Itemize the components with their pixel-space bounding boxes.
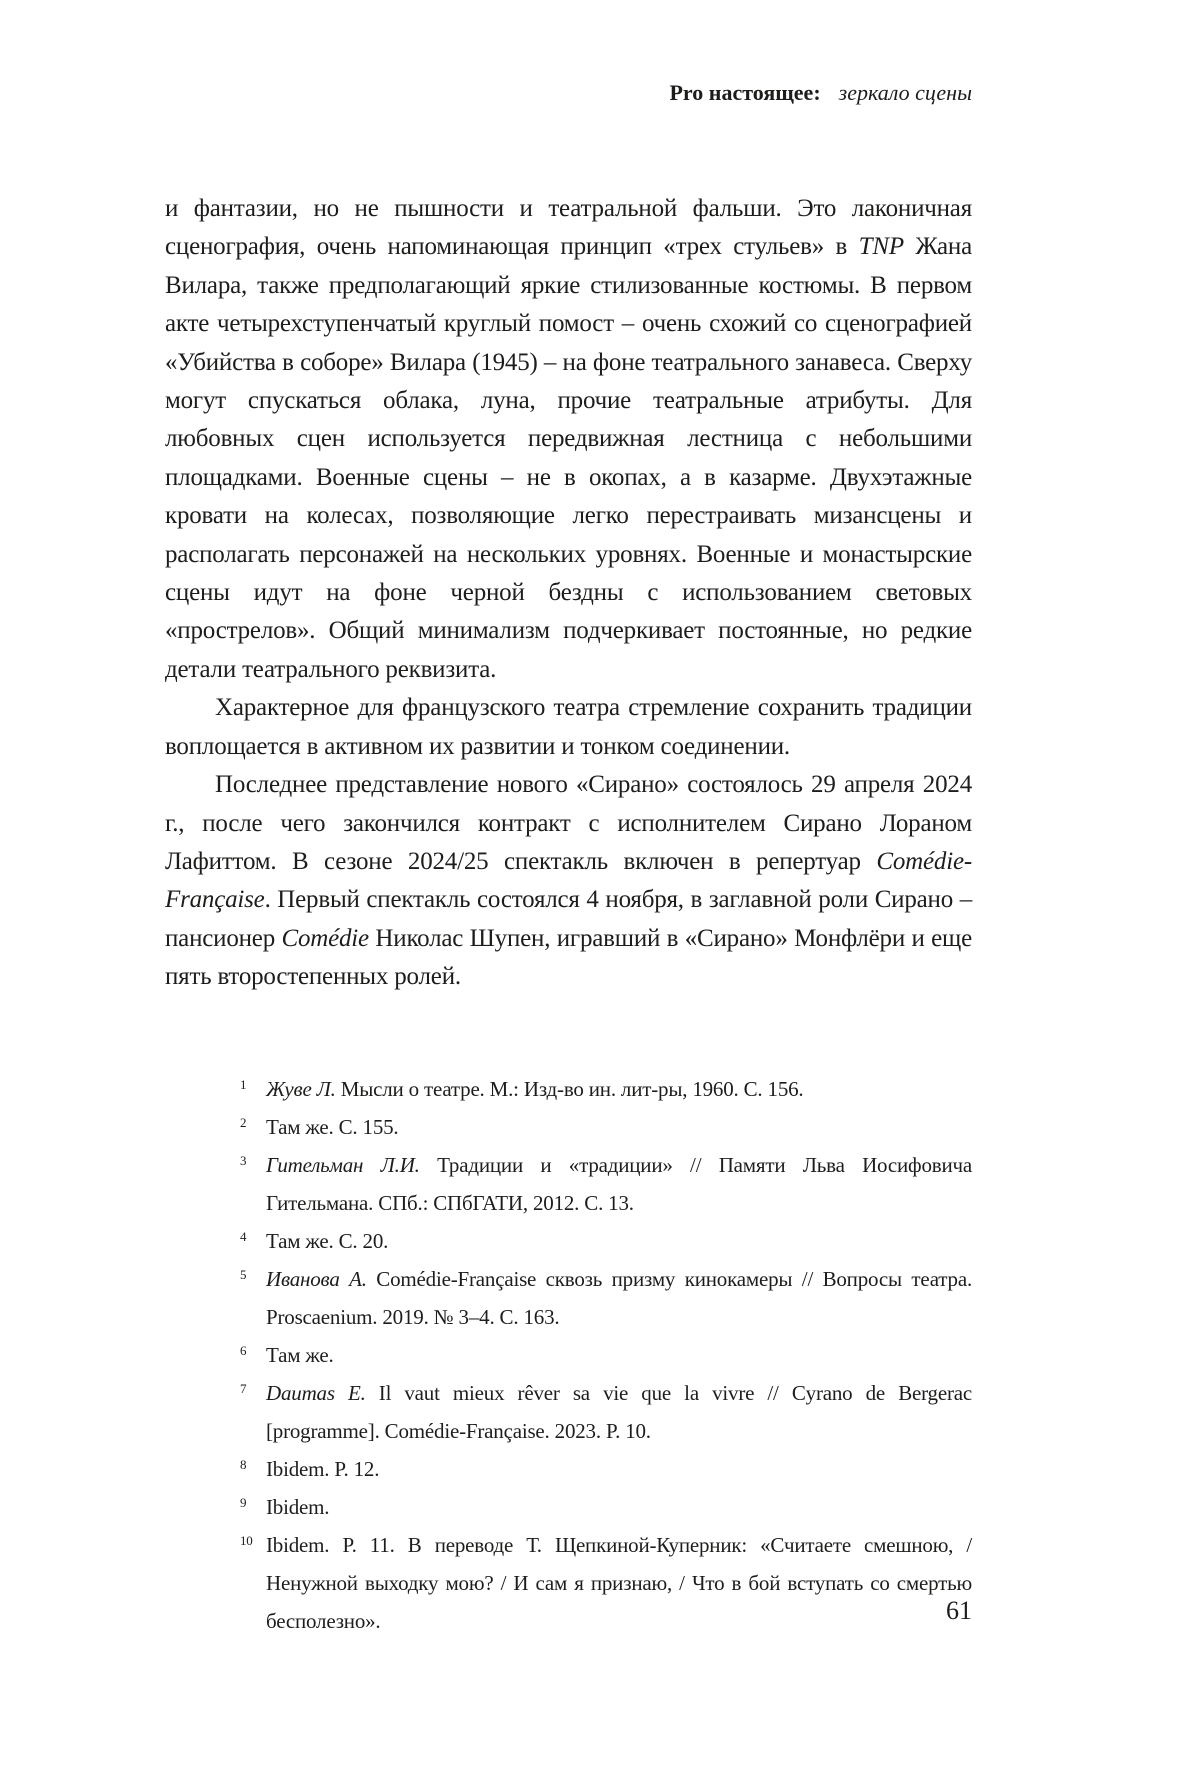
text-run: Характерное для французского театра стремление сохранить традиции воплощается в активном их развитии и тонком соединении. [165,694,972,760]
paragraph [165,190,972,689]
text-run: Николас Шупен, игравший в «Сирано» Монфлёри и еще пять второстепенных ролей. [165,924,972,991]
italic-text-run: Гительман Л.И. [266,1153,420,1177]
running-header [669,80,972,106]
text-run: Comédie-Française сквозь призму кинокамеры // Вопросы театра. Proscaenium. 2019. № 3–4. С. 163. [266,1267,973,1329]
body-text [165,190,972,997]
footnotes-list [240,1070,972,1640]
italic-text-run: Comédie-Française [165,847,972,914]
text-run: Традиции и «традиции» // Памяти Льва Иосифовича Гительмана. СПб.: СПбГАТИ, 2012. С. 13. [266,1153,972,1215]
page-number: 61 [946,1596,972,1625]
running-header-section: зеркало сцены [838,80,972,105]
running-header-series: Pro настоящее: [669,80,821,105]
footnote-item: 7 Daumas E. Il vaut mieux rêver sa vie que la vivre // Cyrano de Bergerac [programme]. Comédie-Française. 2023. P. 10. [240,1381,972,1443]
text-run: Последнее представление нового «Сирано» состоялось 29 апреля 2024 г., после чего закончился контракт с исполнителем Сирано Лораном Лафиттом. В сезоне 2024/25 спектакль включен в репертуар [165,771,972,875]
footnote-item: 3 Гительман Л.И. Традиции и «традиции» // Памяти Льва Иосифовича Гительмана. СПб.: СПбГАТИ, 2012. С. 13. [240,1153,972,1215]
italic-text-run: Жуве Л. [266,1077,336,1101]
footnote-item: 5 Иванова А. Comédie-Française сквозь призму кинокамеры // Вопросы театра. Proscaenium. 2019. № 3–4. С. 163. [240,1267,973,1329]
text-run: Il vaut mieux rêver sa vie que la vivre // Cyrano de Bergerac [programme]. Comédie-Française. 2023. P. 10. [266,1381,972,1443]
text-run: и фантазии, но не пышности и театральной фальши. Это лаконичная сценография, очень напоминающая принцип «трех стульев» в [165,195,972,261]
text-run: Мысли о театре. М.: Изд-во ин. лит-ры, 1960. С. 156. [335,1077,804,1101]
text-run: Ibidem. [266,1495,330,1519]
text-run: . Первый спектакль состоялся 4 ноября, в заглавной роли Сирано – пансионер [165,886,972,952]
italic-text-run: Comédie [281,924,369,952]
footnote-item: 6 Там же. [240,1343,334,1367]
footnote-item: 4 Там же. С. 20. [240,1229,389,1253]
footnote-item: 2 Там же. С. 155. [240,1115,399,1139]
text-run: Ibidem. P. 12. [266,1457,380,1481]
italic-text-run: Daumas E. [266,1381,366,1405]
paragraph [165,689,972,766]
text-run: Там же. С. 155. [266,1115,399,1139]
footnote-item: 10 Ibidem. P. 11. В переводе Т. Щепкиной-Куперник: «Считаете смешною, / Ненужной выходку мою? / И сам я признаю, / Что в бой вступать со смертью бесполезно». [240,1533,972,1633]
footnote-item: 8 Ibidem. P. 12. [240,1457,380,1481]
paragraph [165,766,972,996]
text-run: Жана Вилара, также предполагающий яркие стилизованные костюмы. В первом акте четырехступенчатый круглый помост – очень схожий со сценографией «Убийства в соборе» Вилара (1945) – на фоне театрального занавеса. Сверху могут спускаться облака, луна, прочие театральные атрибуты. Для любовных сцен используется передвижная лестница с небольшими площадками. Военные сцены – не в окопах, а в казарме. Двухэтажные кровати на колесах, позволяющие легко перестраивать мизансцены и располагать персонажей на нескольких уровнях. Военные и монастырские сцены идут на фоне черной бездны с использованием световых «прострелов». Общий минимализм подчеркивает постоянные, но редкие детали театрального реквизита. [165,233,972,683]
text-run: Там же. С. 20. [266,1229,389,1253]
text-run: Там же. [266,1343,334,1367]
text-run: Ibidem. P. 11. В переводе Т. Щепкиной-Куперник: «Считаете смешною, / Ненужной выходку мою? / И сам я признаю, / Что в бой вступать со смертью бесполезно». [266,1533,972,1633]
footnote-item: 1 Жуве Л. Мысли о театре. М.: Изд-во ин. лит-ры, 1960. С. 156. [240,1077,804,1101]
footnote-item: 9 Ibidem. [240,1495,330,1519]
italic-text-run: TNP [858,233,904,261]
italic-text-run: Иванова А. [266,1267,367,1291]
